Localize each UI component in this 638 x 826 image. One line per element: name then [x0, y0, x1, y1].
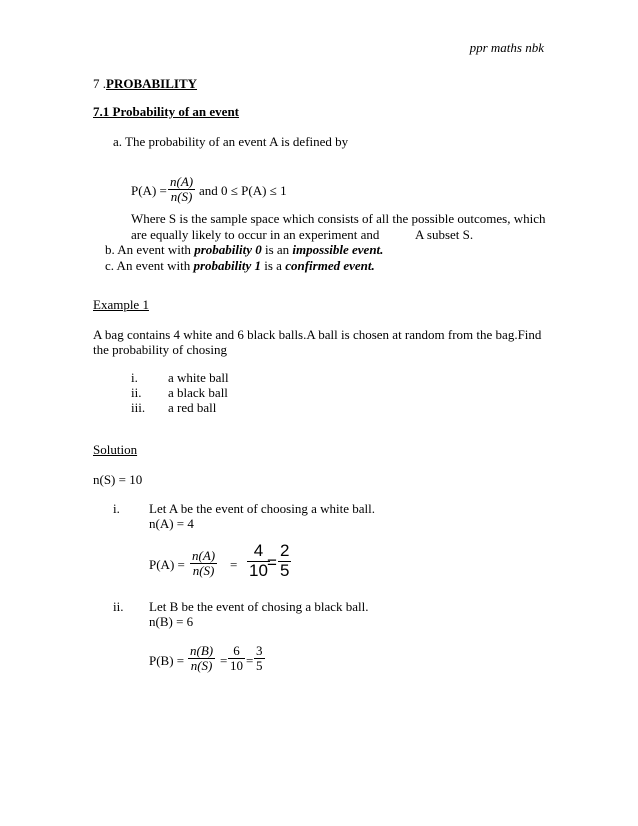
solution-part1-eq1: = — [230, 557, 238, 572]
definition-where-line2a: are equally likely to occur in an experiment and — [131, 227, 380, 242]
example-title: Example 1 — [93, 297, 149, 312]
definition-b — [105, 243, 383, 258]
solution-part2-fraction3 — [254, 644, 265, 674]
solution-part1-p-label: P(A) = — [149, 557, 185, 572]
section-heading — [93, 77, 197, 92]
solution-part2-eq2: = — [246, 653, 254, 668]
definition-b-mid: is an — [261, 242, 293, 257]
solution-ns: n(S) = 10 — [93, 472, 143, 487]
definition-where-line2b: A subset S. — [415, 227, 474, 242]
fraction-numerator: 6 — [233, 643, 240, 658]
solution-part1-num: i. — [113, 501, 120, 516]
fraction-numerator: n(A) — [170, 174, 194, 189]
section-number: 7 . — [93, 76, 106, 91]
fraction-numerator: n(B) — [190, 643, 214, 658]
solution-part2-fraction2 — [228, 644, 245, 674]
definition-c — [105, 259, 375, 274]
solution-part2-fraction — [188, 644, 215, 674]
solution-part1-eq2: = — [267, 553, 277, 572]
section-title: PROBABILITY — [106, 76, 198, 91]
definition-condition: and 0 ≤ P(A) ≤ 1 — [199, 183, 287, 198]
definition-b-em2: impossible event. — [292, 242, 384, 257]
page-header: ppr maths nbk — [469, 40, 544, 55]
example-item-text: a black ball — [168, 385, 228, 400]
example-item-num: ii. — [131, 385, 142, 400]
solution-part2-num: ii. — [113, 599, 124, 614]
solution-part2-nb: n(B) = 6 — [149, 614, 194, 629]
definition-c-em1: probability 1 — [193, 258, 261, 273]
definition-where-line1: Where S is the sample space which consists of all the possible outcomes, which — [131, 211, 546, 226]
fraction-numerator: n(A) — [192, 548, 216, 563]
definition-c-pre: c. An event with — [105, 258, 194, 273]
solution-part1-text: Let A be the event of choosing a white ball. — [149, 501, 375, 516]
solution-title: Solution — [93, 442, 138, 457]
fraction-denominator: 10 — [249, 560, 268, 580]
solution-part2-p-label: P(B) = — [149, 653, 185, 668]
example-text-line2: the probability of chosing — [93, 342, 227, 357]
solution-part2-eq1: = — [220, 653, 228, 668]
fraction-denominator: n(S) — [192, 563, 215, 579]
fraction-numerator: 4 — [253, 541, 264, 560]
definition-b-em1: probability 0 — [194, 242, 262, 257]
example-item-num: iii. — [131, 400, 146, 415]
example-text-line1: A bag contains 4 white and 6 black balls.A ball is chosen at random from the bag.Find — [93, 327, 542, 342]
fraction-denominator: n(S) — [170, 189, 193, 205]
definition-a: a. The probability of an event A is defined by — [113, 134, 349, 149]
fraction-denominator: n(S) — [190, 658, 213, 674]
fraction-numerator: 2 — [280, 541, 290, 560]
solution-part2-text: Let B be the event of chosing a black ball. — [149, 599, 369, 614]
example-item-num: i. — [131, 370, 138, 385]
definition-c-mid: is a — [261, 258, 286, 273]
fraction-denominator: 10 — [230, 658, 243, 674]
subsection-title: 7.1 Probability of an event — [93, 104, 240, 119]
solution-part1-na: n(A) = 4 — [149, 516, 194, 531]
definition-b-pre: b. An event with — [105, 242, 195, 257]
fraction-denominator: 5 — [280, 560, 290, 580]
definition-p-label: P(A) = — [131, 183, 167, 198]
example-item-text: a white ball — [168, 370, 229, 385]
fraction-numerator: 3 — [256, 643, 263, 658]
solution-part1-fraction — [190, 549, 217, 579]
fraction-denominator: 5 — [256, 658, 263, 674]
example-item-text: a red ball — [168, 400, 217, 415]
definition-c-em2: confirmed event. — [285, 258, 375, 273]
solution-part1-fraction3 — [278, 542, 291, 580]
definition-fraction — [168, 175, 195, 205]
